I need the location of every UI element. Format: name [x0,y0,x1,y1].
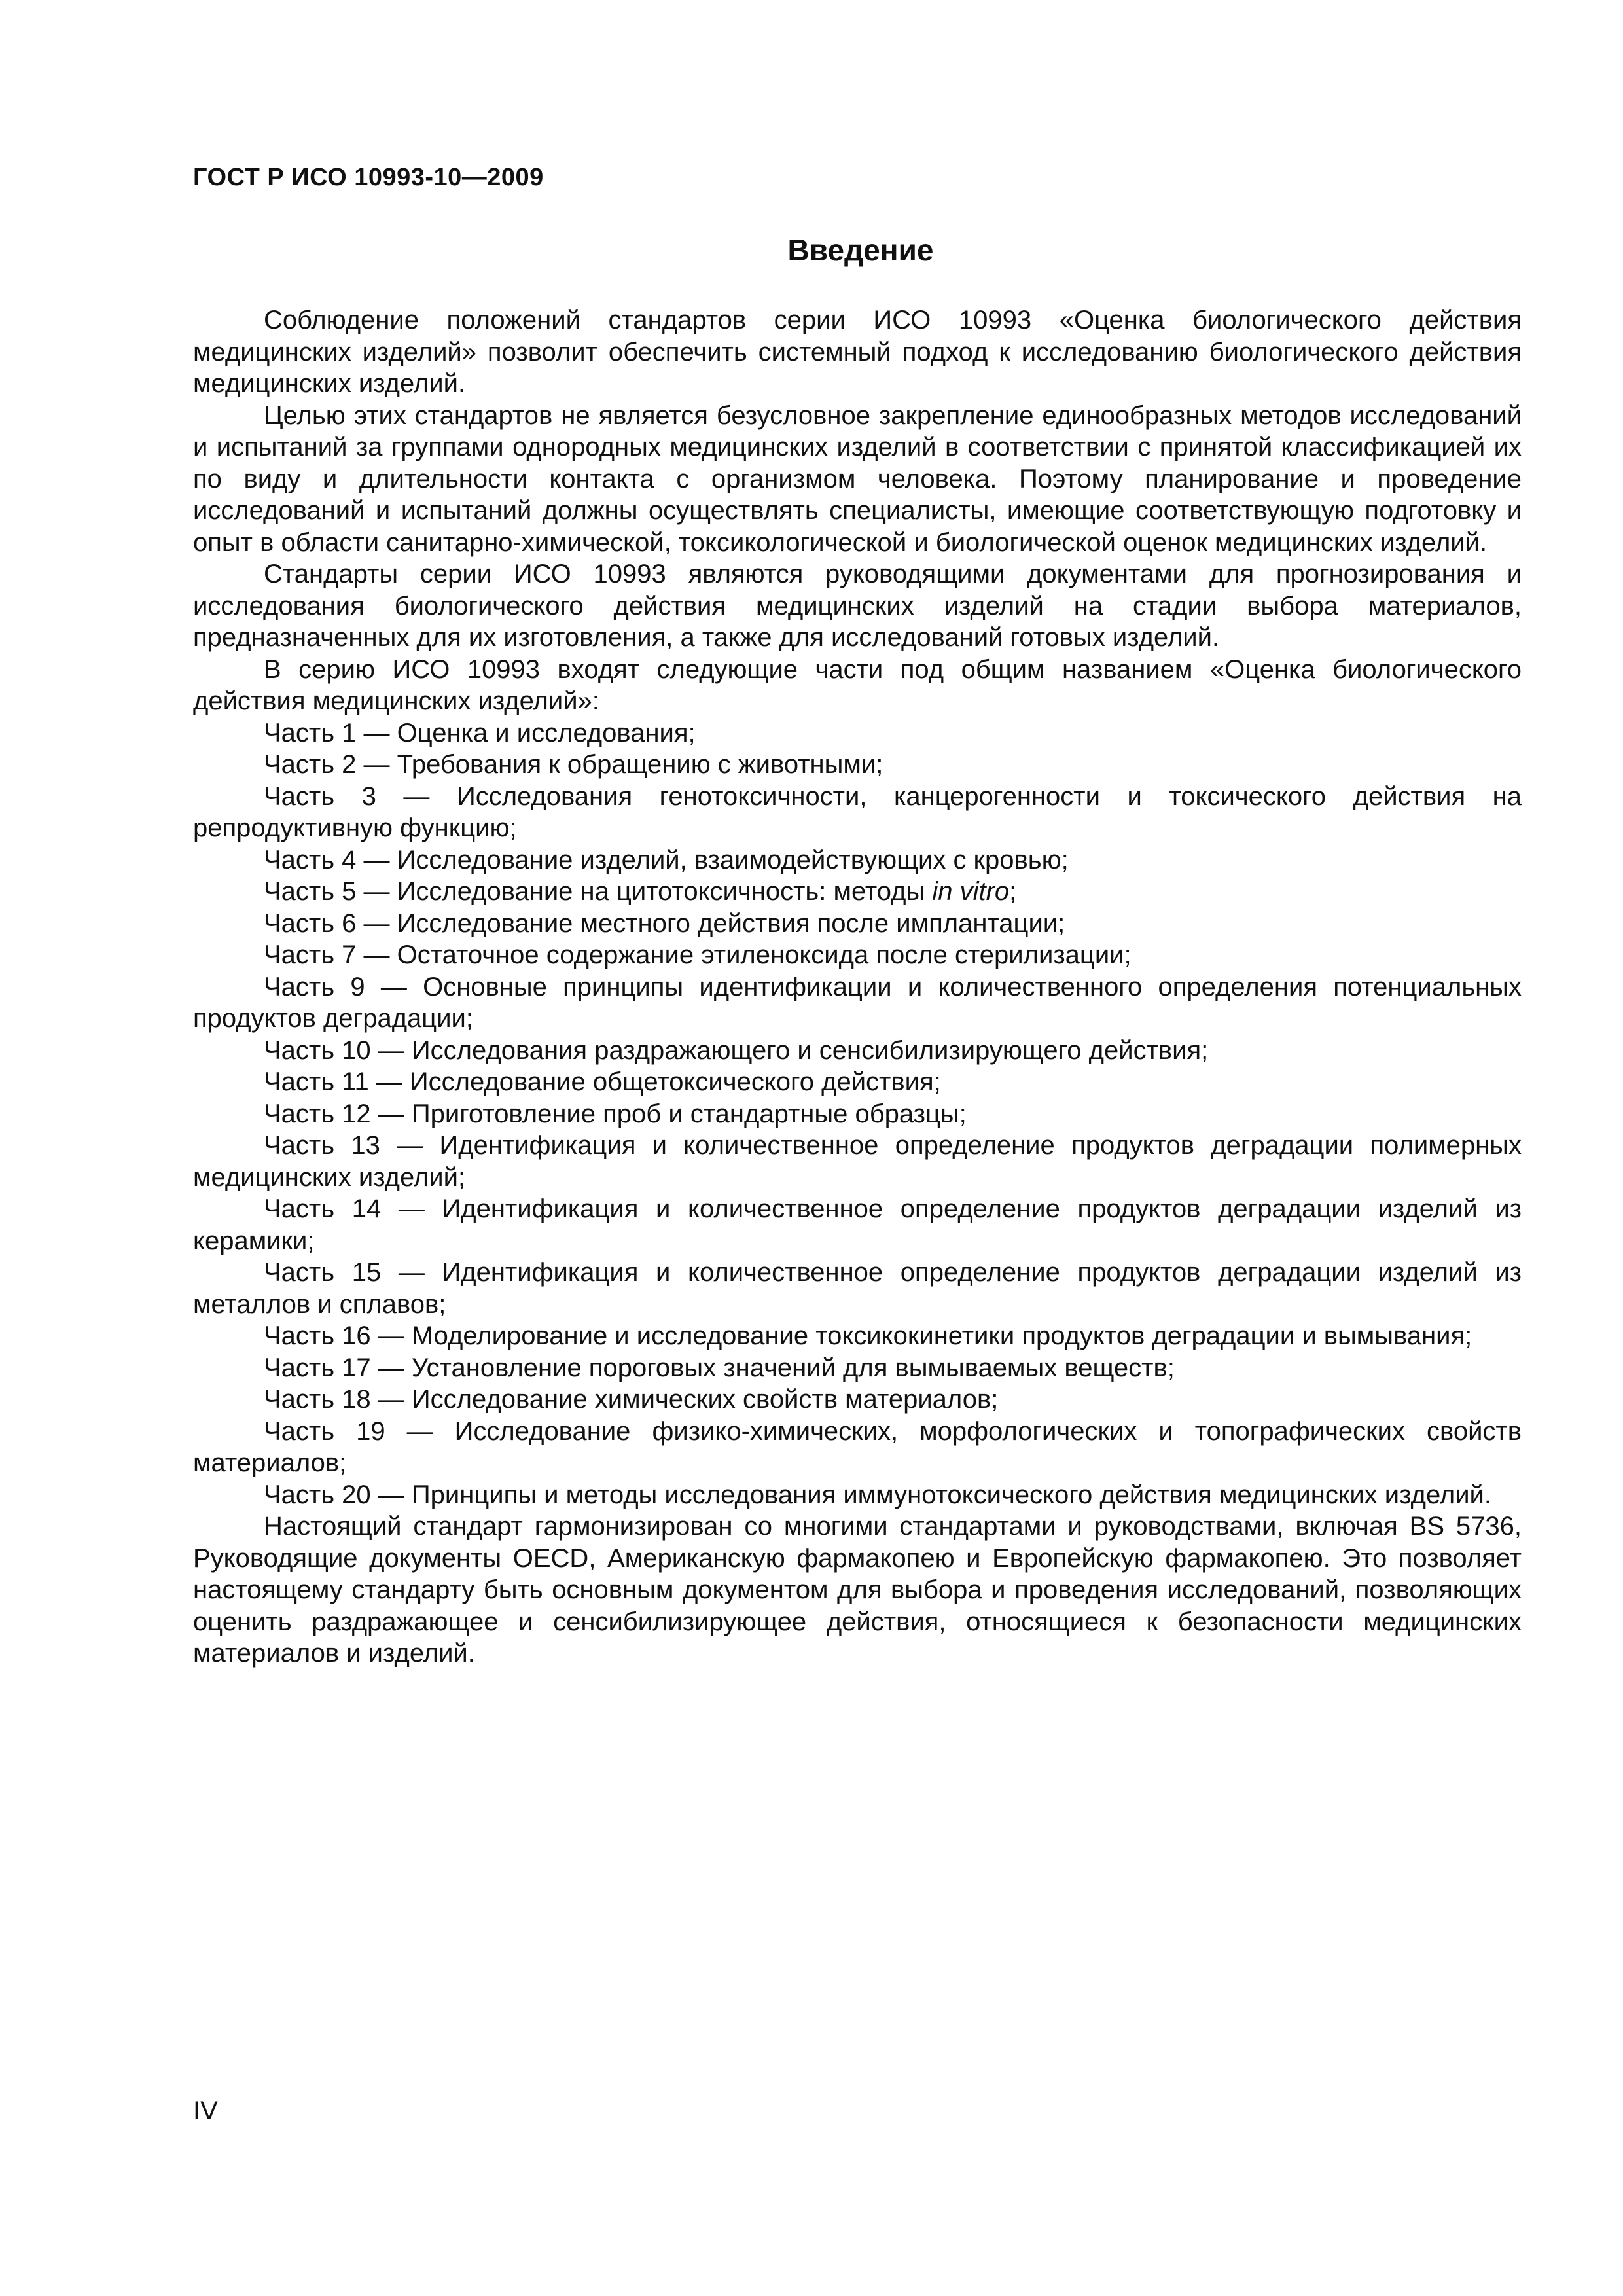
body-text [193,304,1522,1670]
part-item-9: Часть 9 — Основные принципы идентификации и количественного определения потенциальных продуктов деградации; [193,972,1522,1033]
part-item-1: Часть 1 — Оценка и исследования; [264,718,696,747]
part-item-15: Часть 15 — Идентификация и количественное определение продуктов деградации изделий из металлов и сплавов; [193,1258,1522,1319]
part-item-7: Часть 7 — Остаточное содержание этиленоксида после стерилизации; [264,941,1132,969]
part-item-5-tail: ; [1009,877,1017,906]
part-item-5-italic: in vitro [932,877,1010,906]
part-item-2: Часть 2 — Требования к обращению с животными; [264,750,883,779]
part-item-11: Часть 11 — Исследование общетоксического действия; [264,1067,941,1096]
part-item-5 [193,876,1522,908]
part-item-13: Часть 13 — Идентификация и количественное определение продуктов деградации полимерных медицинских изделий; [193,1131,1522,1192]
intro-paragraph-4: В серию ИСО 10993 входят следующие части под общим названием «Оценка биологического действия медицинских изделий»: [193,655,1522,715]
closing-paragraph: Настоящий стандарт гармонизирован со многими стандартами и руководствами, включая BS 5736, Руководящие документы OECD, Американскую фармакопею и Европейскую фармакопею. Это позволяет настоящему стандарту быть основным документом для выбора и проведения исследований, позволяющих оценить раздражающее и сенсибилизирующее действия, относящиеся к безопасности медицинских материалов и изделий. [193,1512,1522,1668]
intro-paragraph-1: Соблюдение положений стандартов серии ИСО 10993 «Оценка биологического действия медицинских изделий» позволит обеспечить системный подход к исследованию биологического действия медицинских изделий. [193,306,1522,398]
document-code-header: ГОСТ Р ИСО 10993-10—2009 [193,164,544,191]
page-number: IV [193,2096,218,2125]
intro-paragraph-2: Целью этих стандартов не является безусловное закрепление единообразных методов исследований и испытаний за группами однородных медицинских изделий в соответствии с принятой классификацией их по виду и длительности контакта с организмом человека. Поэтому планирование и проведение исследований и испытаний должны осуществлять специалисты, имеющие соответствующую подготовку и опыт в области санитарно-химической, токсикологической и биологической оценок медицинских изделий. [193,401,1522,557]
part-item-3: Часть 3 — Исследования генотоксичности, канцерогенности и токсического действия на репродуктивную функцию; [193,781,1522,842]
part-item-12: Часть 12 — Приготовление проб и стандартные образцы; [264,1099,967,1128]
part-item-19: Часть 19 — Исследование физико-химических, морфологических и топографических свойств материалов; [193,1416,1522,1477]
part-item-20: Часть 20 — Принципы и методы исследования иммунотоксического действия медицинских изделий. [264,1480,1491,1509]
intro-paragraph-3: Стандарты серии ИСО 10993 являются руководящими документами для прогнозирования и исследования биологического действия медицинских изделий на стадии выбора материалов, предназначенных для их изготовления, а также для исследований готовых изделий. [193,560,1522,652]
part-item-18: Часть 18 — Исследование химических свойств материалов; [264,1385,999,1414]
part-item-14: Часть 14 — Идентификация и количественное определение продуктов деградации изделий из керамики; [193,1194,1522,1255]
part-item-5-text: Часть 5 — Исследование на цитотоксичность: методы [264,877,925,906]
part-item-10: Часть 10 — Исследования раздражающего и сенсибилизирующего действия; [264,1035,1209,1065]
part-item-16: Часть 16 — Моделирование и исследование токсикокинетики продуктов деградации и вымывания; [264,1321,1472,1350]
part-item-4: Часть 4 — Исследование изделий, взаимодействующих с кровью; [264,845,1069,874]
part-item-6: Часть 6 — Исследование местного действия после имплантации; [264,908,1065,938]
section-title: Введение [787,233,934,267]
part-item-17: Часть 17 — Установление пороговых значений для вымываемых веществ; [264,1353,1175,1382]
